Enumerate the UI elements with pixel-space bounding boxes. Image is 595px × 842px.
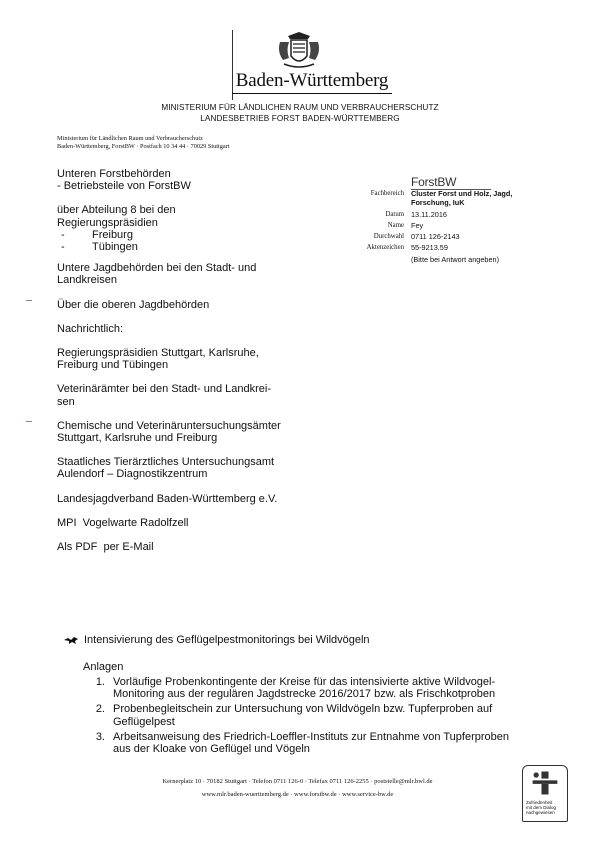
info-row-durchwahl	[340, 232, 531, 241]
list-item	[83, 731, 543, 755]
recipient-line: Regierungspräsidien	[57, 216, 158, 229]
recipient-line: Als PDF per E-Mail	[57, 541, 154, 554]
attachments-list	[83, 676, 543, 758]
recipient-line: Stuttgart, Karlsruhe und Freiburg	[57, 432, 218, 445]
list-item-line: Geflügelpest	[113, 715, 175, 728]
list-item-line: Arbeitsanweisung des Friedrich-Loeffler-Instituts zur Entnahme von Tupferproben	[113, 730, 510, 743]
info-row-note	[340, 255, 531, 264]
fold-mark	[26, 300, 32, 301]
info-value-line: Cluster Forst und Holz, Jagd,	[411, 189, 513, 198]
recipient-line: - Betriebsteile von ForstBW	[57, 180, 191, 193]
certification-icon	[523, 768, 567, 798]
list-item-line: aus der Kloake von Geflügel und Vögeln	[113, 743, 310, 756]
info-row-fachbereich	[340, 189, 531, 207]
recipient-line: Staatliches Tierärztliches Untersuchungsamt	[57, 456, 275, 469]
info-label: Aktenzeichen	[366, 244, 404, 251]
list-number: 3.	[95, 730, 105, 743]
bird-icon	[64, 636, 78, 645]
list-number: 1.	[95, 676, 105, 688]
recipient-line: Über die oberen Jagdbehörden	[57, 298, 210, 311]
subject-text: Intensivierung des Geflügelpestmonitorings bei Wildvögeln	[84, 634, 370, 646]
recipient-line: Landkreisen	[57, 274, 117, 287]
info-row-name	[340, 221, 531, 230]
recipient-line: Landesjagdverband Baden-Württemberg e.V.	[57, 492, 278, 505]
info-label: Datum	[385, 211, 404, 218]
recipient-line: sen	[57, 395, 75, 408]
recipient-line: Nachrichtlich:	[57, 322, 124, 335]
sender-line: Ministerium für Ländlichen Raum und Verbraucherschutz	[57, 135, 203, 142]
recipient-line: Tübingen	[92, 241, 138, 254]
info-label: Fachbereich	[370, 190, 404, 197]
badge-line: Zufriedenheit	[526, 800, 553, 805]
list-item-text	[113, 676, 495, 700]
info-value: 0711 126-2143	[411, 232, 460, 241]
department-name: LANDESBETRIEB FORST BADEN-WÜRTTEMBERG	[200, 114, 400, 123]
wordmark-underline	[232, 93, 392, 94]
recipient-line: MPI Vogelwarte Radolfzell	[57, 516, 189, 529]
info-label: Durchwahl	[373, 233, 404, 240]
recipient-line: Unteren Forstbehörden	[57, 168, 171, 180]
ministry-header	[100, 102, 500, 124]
reply-note: (Bitte bei Antwort angeben)	[411, 255, 500, 264]
info-value: Fey	[411, 221, 424, 230]
attachments-heading: Anlagen	[83, 661, 124, 673]
list-item-line: Vorläufige Probenkontingente der Kreise für das intensivierte aktive Wildvogel-	[113, 676, 496, 688]
certification-text	[526, 800, 566, 815]
sender-address	[57, 135, 230, 151]
list-item	[83, 676, 543, 700]
list-item-text	[113, 703, 492, 727]
recipient-line: Freiburg und Tübingen	[57, 359, 169, 372]
info-value	[411, 189, 531, 207]
fold-mark	[26, 421, 32, 422]
recipient-line: über Abteilung 8 bei den	[57, 204, 176, 217]
subject-line	[64, 634, 370, 646]
recipient-block	[57, 168, 327, 553]
recipient-line: Veterinärämter bei den Stadt- und Landkrei-	[57, 383, 272, 396]
recipient-line: Untere Jagdbehörden bei den Stadt- und	[57, 262, 257, 275]
info-label-empty	[340, 255, 411, 264]
list-item-text	[113, 731, 509, 755]
info-label: Name	[387, 222, 404, 229]
info-row-aktenzeichen	[340, 243, 531, 252]
forstbw-logo: ForstBW	[411, 175, 457, 189]
recipient-line: Chemische und Veterinäruntersuchungsämter	[57, 419, 281, 432]
ministry-name: MINISTERIUM FÜR LÄNDLICHEN RAUM UND VERBRAUCHERSCHUTZ	[161, 103, 439, 112]
footer-websites: www.mlr.baden-wuerttemberg.de · www.forstbw.de · www.service-bw.de	[201, 791, 394, 798]
list-item-line: Probenbegleitschein zur Untersuchung von Wildvögeln bzw. Tupferproben auf	[113, 703, 493, 716]
list-dash: -	[61, 241, 65, 254]
list-item-line: Monitoring aus der regulären Jagdstrecke 2016/2017 bzw. als Frischkotproben	[113, 688, 496, 701]
list-dash: -	[61, 228, 65, 241]
info-value-line: Forschung, IuK	[411, 198, 465, 207]
info-value: 55-9213.59	[411, 243, 448, 252]
info-value: 13.11.2016	[411, 210, 447, 219]
recipient-line: Freiburg	[92, 228, 133, 241]
recipient-line: Regierungspräsidien Stuttgart, Karlsruhe,	[57, 347, 259, 360]
badge-line: mit dem Dialog nachgewiesen	[526, 805, 557, 815]
footer-contact: Kernerplatz 10 · 70182 Stuttgart · Telefon 0711 126-0 · Telefax 0711 126-2255 · poststelle@mlr.bwl.de	[162, 778, 433, 785]
info-row-datum	[340, 210, 531, 219]
recipient-line: Aulendorf – Diagnostikzentrum	[57, 468, 208, 481]
state-wordmark: Baden-Württemberg	[235, 70, 389, 91]
sender-line: Baden-Württemberg, ForstBW · Postfach 10 34 44 · 70029 Stuttgart	[57, 143, 230, 150]
state-coat-of-arms-icon	[274, 30, 324, 72]
list-number: 2.	[95, 703, 105, 716]
list-item	[83, 703, 543, 727]
